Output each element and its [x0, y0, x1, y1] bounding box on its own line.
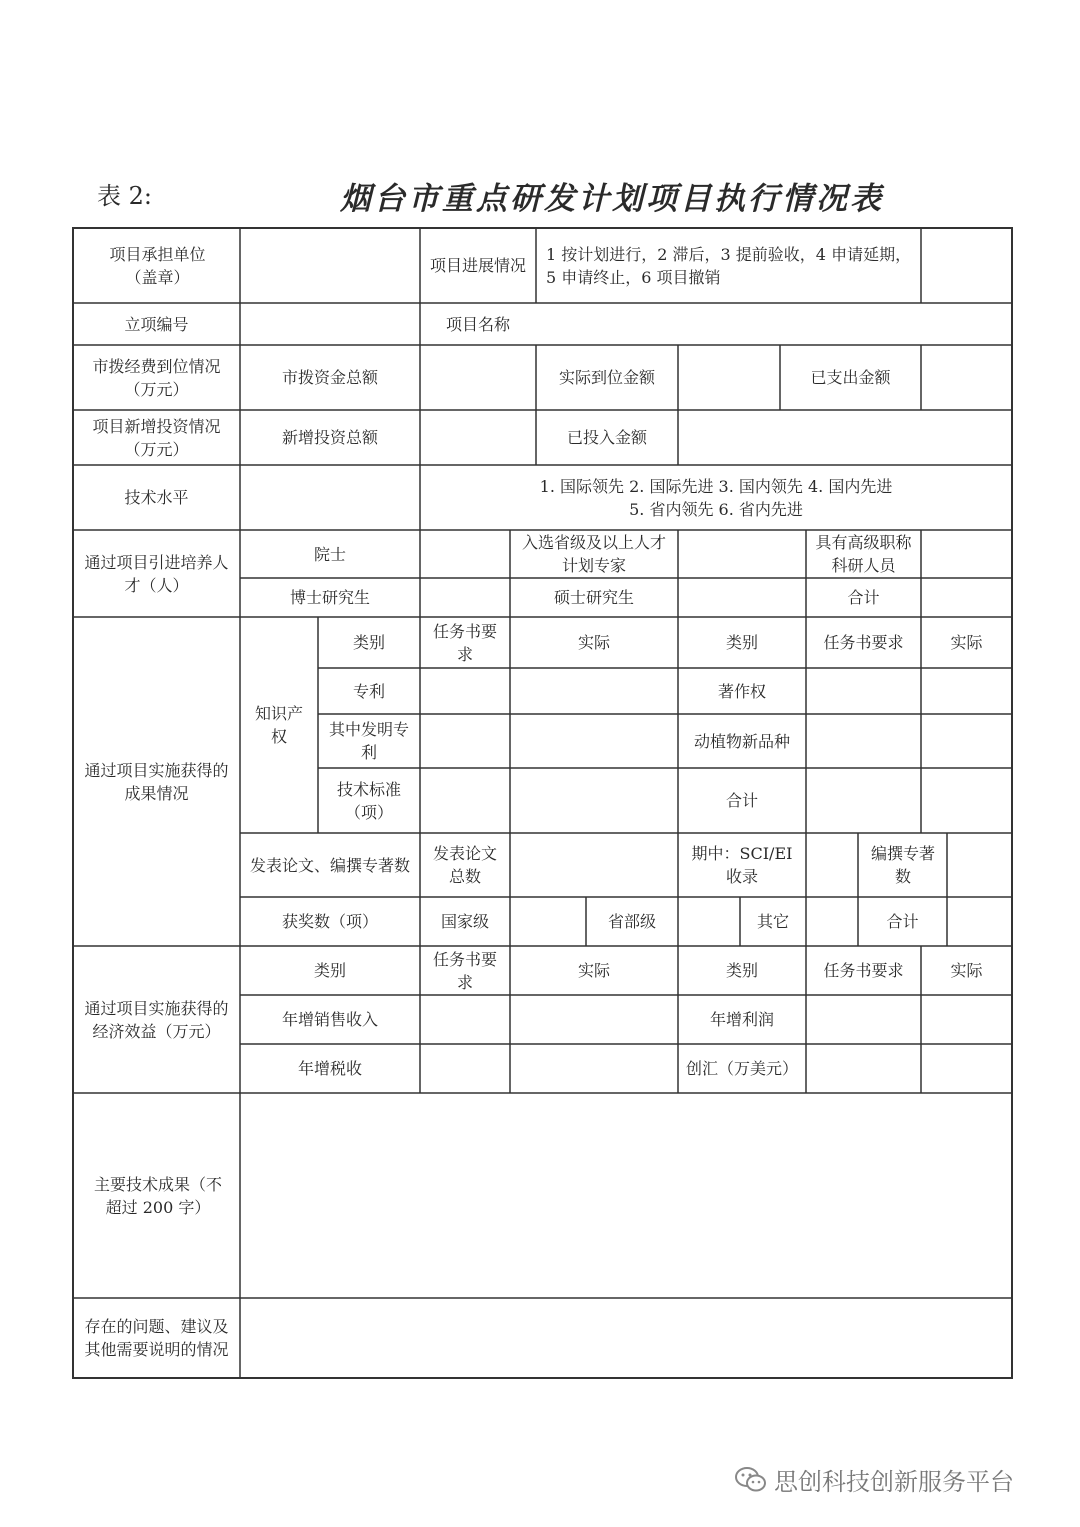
- tech-level-options-line2: 5. 省内领先 6. 省内先进: [629, 499, 803, 519]
- unit-label: 项目承担单位（盖章）: [109, 244, 206, 287]
- economic-label: 通过项目实施获得的经济效益（万元）: [84, 998, 229, 1041]
- econ-task-req-header-2: 任务书要求: [823, 961, 904, 980]
- paper-total-label: 发表论文总数: [433, 844, 498, 886]
- econ-actual-header: 实际: [577, 961, 610, 980]
- papers-label: 发表论文、编撰专著数: [249, 855, 410, 875]
- watermark-text: 思创科技创新服务平台: [774, 1468, 1014, 1496]
- ip-total-label: 合计: [725, 791, 758, 810]
- plant-animal-label: 动植物新品种: [693, 731, 790, 751]
- achievements-label: 通过项目实施获得的成果情况: [84, 760, 229, 803]
- invention-patent-label: 其中发明专利: [329, 720, 410, 762]
- project-no-value[interactable]: [240, 303, 420, 345]
- provincial-expert-label: 入选省级及以上人才计划专家: [521, 533, 666, 575]
- main-results-label: 主要技术成果（不超过 200 字）: [93, 1174, 222, 1217]
- page-title: 烟台市重点研发计划项目执行情况表: [340, 181, 884, 217]
- ip-category-header: 类别: [352, 633, 385, 652]
- national-label: 国家级: [440, 912, 489, 931]
- issues-value[interactable]: [240, 1298, 1012, 1378]
- ip-category-header-2: 类别: [725, 633, 758, 652]
- monograph-label: 编撰专著数: [870, 844, 935, 886]
- wechat-icon: [734, 1466, 768, 1494]
- invested-amount-label: 已投入金额: [566, 428, 647, 447]
- forex-label: 创汇（万美元）: [685, 1059, 798, 1078]
- watermark: [734, 1462, 1014, 1497]
- senior-staff-label: 具有高级职称科研人员: [815, 533, 912, 575]
- unit-value[interactable]: [240, 228, 420, 303]
- tax-label: 年增税收: [297, 1059, 362, 1078]
- progress-value[interactable]: [921, 228, 1012, 303]
- spent-amount-label: 已支出金额: [810, 368, 891, 387]
- progress-options: 1 按计划进行，2 滞后，3 提前验收，4 申请延期，5 申请终止，6 项目撤销: [546, 244, 912, 287]
- econ-category-header: 类别: [313, 961, 346, 980]
- master-label: 硕士研究生: [553, 588, 634, 607]
- phd-label: 博士研究生: [289, 588, 370, 607]
- talent-label: 通过项目引进培养人才（人）: [84, 552, 229, 595]
- ip-actual-header-2: 实际: [950, 633, 983, 652]
- academician-label: 院士: [313, 544, 346, 564]
- ip-task-req-header-2: 任务书要求: [823, 633, 904, 652]
- project-name-label: 项目名称: [445, 314, 510, 334]
- sci-ei-label: 期中：SCI/EI 收录: [691, 844, 793, 886]
- tech-level-options-line1: 1. 国际领先 2. 国际先进 3. 国内领先 4. 国内先进: [539, 476, 893, 496]
- econ-task-req-header: 任务书要求: [432, 949, 497, 992]
- tech-standard-label: 技术标准（项）: [336, 779, 401, 822]
- tech-level-options: [420, 465, 1012, 530]
- progress-label: 项目进展情况: [429, 256, 526, 275]
- actual-amount-label: 实际到位金额: [558, 368, 655, 387]
- table-label: 表 2:: [97, 182, 152, 210]
- funding-total-label: 市拨资金总额: [281, 368, 378, 387]
- project-name-value[interactable]: [536, 303, 1012, 345]
- econ-actual-header-2: 实际: [950, 961, 983, 980]
- provincial-label: 省部级: [607, 912, 656, 931]
- other-label: 其它: [756, 912, 789, 931]
- copyright-label: 著作权: [717, 681, 766, 701]
- ip-task-req-header: 任务书要求: [432, 621, 497, 664]
- profit-label: 年增利润: [709, 1010, 774, 1029]
- ip-label: 知识产权: [254, 704, 303, 746]
- new-invest-label: 项目新增投资情况（万元）: [92, 416, 221, 459]
- project-no-label: 立项编号: [124, 314, 189, 334]
- awards-total-label: 合计: [886, 912, 919, 931]
- new-invest-total-label: 新增投资总额: [281, 428, 378, 447]
- tech-level-label: 技术水平: [124, 488, 189, 507]
- talent-total-label: 合计: [847, 588, 880, 607]
- patent-label: 专利: [352, 681, 385, 701]
- econ-category-header-2: 类别: [725, 961, 758, 980]
- issues-label: 存在的问题、建议及其他需要说明的情况: [84, 1317, 229, 1359]
- main-results-value[interactable]: [240, 1093, 1012, 1298]
- funding-label: 市拨经费到位情况（万元）: [92, 356, 221, 399]
- ip-actual-header: 实际: [577, 633, 610, 652]
- sales-label: 年增销售收入: [281, 1010, 378, 1029]
- awards-label: 获奖数（项）: [281, 912, 378, 931]
